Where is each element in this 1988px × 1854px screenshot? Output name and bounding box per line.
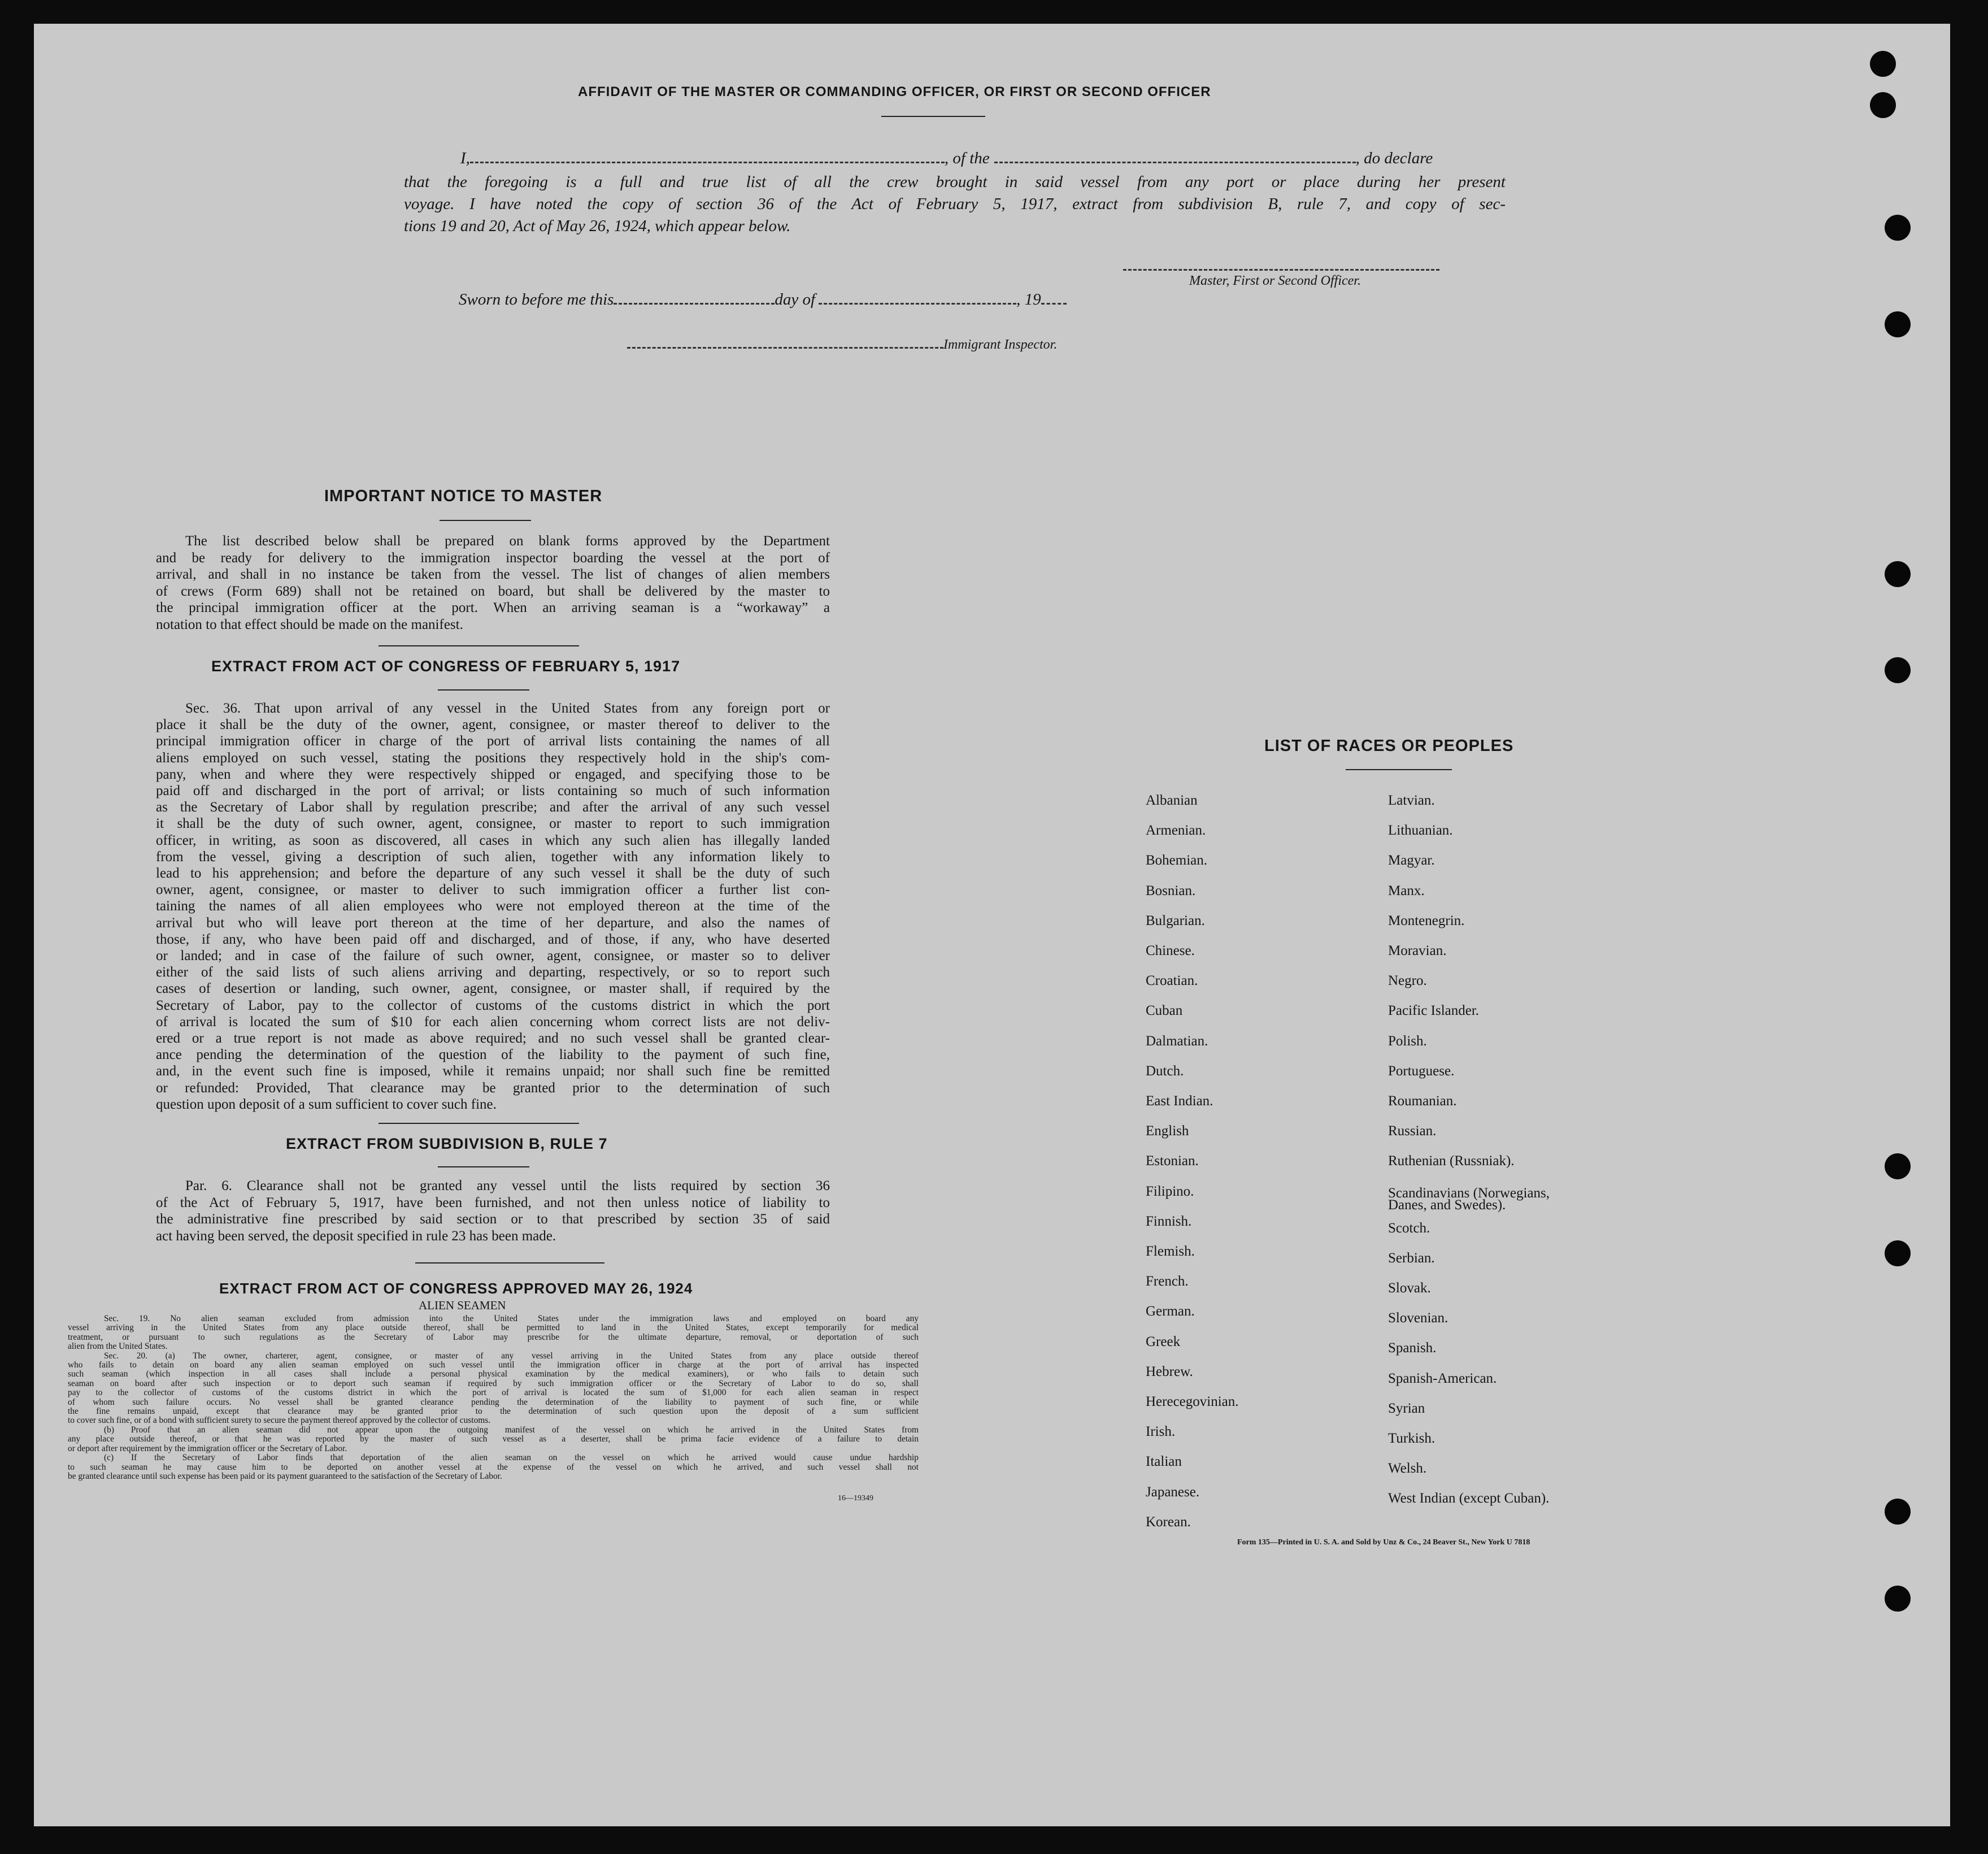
affidavit-line2: that the foregoing is a full and true list of all the crew brought in said vessel from any port or place during her present <box>404 173 1506 191</box>
extract-1917-line: arrival but who will leave port thereon at the time of her departure, and also the names of <box>156 915 830 931</box>
extract-1917-line: Secretary of Labor, pay to the collector of customs of the customs district in which the port <box>156 997 830 1013</box>
extract-1924-line: to cover such fine, or of a bond with sufficient surety to secure the payment thereof approved by the collector of customs. <box>68 1416 491 1426</box>
extract-1917-line: aliens employed on such vessel, stating the positions they respectively hold in the ship's com- <box>156 750 830 766</box>
race-entry: Manx. <box>1388 883 1425 898</box>
race-entry: Magyar. <box>1388 853 1435 869</box>
master-signature-field[interactable] <box>1123 268 1439 271</box>
extract-1924-line: Sec. 20. (a) The owner, charterer, agent, consignee, or master of any vessel arriving in the United States from any place outside thereof <box>104 1351 919 1361</box>
race-entry: Scotch. <box>1388 1220 1430 1236</box>
of-the-label: , of the <box>944 149 990 167</box>
race-entry: Italian <box>1146 1454 1182 1470</box>
race-entry: Polish. <box>1388 1033 1427 1049</box>
race-entry: Flemish. <box>1146 1244 1195 1260</box>
notice-line: of crews (Form 689) shall not be retained on board, but shall be delivered by the master to <box>156 583 830 599</box>
race-entry: Croatian. <box>1146 973 1198 989</box>
extract-1924-line: any place outside thereof, or that he was reported by the master of such vessel as a deserter, shall be prima facie evidence of a failure to detain <box>68 1434 919 1444</box>
binder-hole <box>1885 1240 1911 1266</box>
master-signature-label: Master, First or Second Officer. <box>1189 273 1361 288</box>
do-declare-label: , do declare <box>1355 149 1433 167</box>
rule7-end-rule <box>415 1262 604 1264</box>
extract-1917-line: of arrival is located the sum of $10 for each alien concerning whom correct lists are not deliv- <box>156 1014 830 1030</box>
notice-line: and be ready for delivery to the immigration inspector boarding the vessel at the port of <box>156 550 830 566</box>
sworn-line <box>459 290 1067 309</box>
rule7-line: the administrative fine prescribed by said section or to that prescribed by section 35 of said <box>156 1212 830 1227</box>
races-column-1 <box>1146 785 1239 1537</box>
extract-1924-body <box>68 1314 919 1481</box>
race-entry: Portuguese. <box>1388 1063 1455 1079</box>
races-column-2 <box>1388 785 1550 1514</box>
notice-line: the principal immigration officer at the port. When an arriving seaman is a “workaway” a <box>156 600 830 616</box>
extract-1917-line: and, in the event such fine is imposed, while it remains unpaid; nor shall such fine be remitted <box>156 1063 830 1079</box>
extract-1917-line: lead to his apprehension; and before the departure of any such vessel it shall be the duty of such <box>156 866 830 882</box>
print-footer: Form 135—Printed in U. S. A. and Sold by Unz & Co., 24 Beaver St., New York U 7818 <box>1237 1538 1530 1547</box>
alien-seamen-subtitle: ALIEN SEAMEN <box>419 1299 506 1312</box>
affidavit-i-label: I, <box>460 149 470 167</box>
day-of-label: day of <box>775 290 816 309</box>
race-entry: Pacific Islander. <box>1388 1003 1480 1019</box>
binder-hole <box>1885 215 1911 241</box>
race-entry: Welsh. <box>1388 1461 1427 1477</box>
race-entry: Filipino. <box>1146 1183 1194 1199</box>
races-title: LIST OF RACES OR PEOPLES <box>1264 737 1514 755</box>
affidavit-title: AFFIDAVIT OF THE MASTER OR COMMANDING OFFICER, OR FIRST OR SECOND OFFICER <box>578 84 1211 99</box>
binder-hole <box>1885 1499 1911 1525</box>
rule7-body <box>156 1178 830 1244</box>
race-entry: Montenegrin. <box>1388 913 1465 928</box>
year-label: , 19 <box>1016 290 1041 309</box>
notice-line: notation to that effect should be made on the manifest. <box>156 616 463 632</box>
extract-1924-line: (b) Proof that an alien seaman did not appear upon the outgoing manifest of the vessel on which he arrived in the United States from <box>104 1425 919 1435</box>
extract-1917-line: or landed; and in case of the failure of such owner, agent, consignee, or master so to deliver <box>156 948 830 964</box>
extract-1917-line: place it shall be the duty of the owner, agent, consignee, or master thereof to deliver to the <box>156 717 830 733</box>
race-entry: Dutch. <box>1146 1063 1184 1079</box>
race-entry: Roumanian. <box>1388 1093 1457 1109</box>
race-entry: West Indian (except Cuban). <box>1388 1491 1550 1506</box>
extract-1924-line: pay to the collector of customs of the customs district in which the port of arrival is located the sum of $1,000 for each alien seaman in respect <box>68 1388 919 1398</box>
extract-1917-line: pany, when and where they were respectively shipped or engaged, and specifying those to be <box>156 766 830 782</box>
race-entry: Turkish. <box>1388 1431 1435 1447</box>
race-entry: Bosnian. <box>1146 883 1196 898</box>
race-entry: Hebrew. <box>1146 1364 1193 1379</box>
affidavit-line4: tions 19 and 20, Act of May 26, 1924, which appear below. <box>404 217 791 235</box>
extract-1924-line: the fine remains unpaid, except that clearance may be granted prior to the determination of such question upon the deposit of a sum sufficient <box>68 1406 919 1417</box>
binder-hole <box>1870 92 1896 118</box>
race-entry: Armenian. <box>1146 823 1206 839</box>
notice-line: arrival, and shall in no instance be taken from the vessel. The list of changes of alien members <box>156 567 830 583</box>
race-entry: Spanish. <box>1388 1340 1437 1356</box>
rule7-line: Par. 6. Clearance shall not be granted any vessel until the lists required by section 36 <box>185 1178 830 1193</box>
race-entry: Greek <box>1146 1334 1181 1349</box>
race-entry: Slovak. <box>1388 1280 1431 1296</box>
extract-1917-line: ance pending the determination of the question of the liability to the payment of such fine, <box>156 1047 830 1063</box>
extract-1924-line: (c) If the Secretary of Labor finds that deportation of the alien seaman on the vessel on which he arrived would cause undue hardship <box>104 1453 919 1463</box>
inspector-label: Immigrant Inspector. <box>943 337 1058 352</box>
race-entry: German. <box>1146 1304 1195 1319</box>
sworn-month-field[interactable] <box>819 303 1016 305</box>
race-entry: Irish. <box>1146 1424 1176 1440</box>
rule7-line: act having been served, the deposit specified in rule 23 has been made. <box>156 1228 556 1244</box>
race-entry: Bohemian. <box>1146 853 1208 869</box>
race-entry: Syrian <box>1388 1400 1425 1416</box>
race-entry: Albanian <box>1146 793 1198 808</box>
sworn-year-field[interactable] <box>1041 303 1067 305</box>
inspector-line <box>627 337 1057 353</box>
binder-hole <box>1885 657 1911 683</box>
affidavit-line1 <box>460 149 1433 168</box>
extract-1917-line: taining the names of all alien employees who were not employed thereon at the time of the <box>156 898 830 914</box>
race-entry: Ruthenian (Russniak). <box>1388 1153 1515 1169</box>
race-entry: Herecegovinian. <box>1146 1394 1239 1410</box>
extract-1924-line: treatment, or pursuant to such regulations as the Secretary of Labor may prescribe for the ultimate departure, removal, or deportation of such <box>68 1332 919 1342</box>
extract-1917-line: ered or a true report is not made as above required; and no such vessel shall be granted clear- <box>156 1031 830 1047</box>
race-entry: Korean. <box>1146 1514 1191 1530</box>
notice-body <box>156 533 830 633</box>
race-entry: Serbian. <box>1388 1250 1435 1266</box>
sworn-day-field[interactable] <box>614 303 775 305</box>
extract-1924-line: be granted clearance until such expense has been paid or its payment guaranteed to the satisfaction of the Secretary of Labor. <box>68 1471 502 1481</box>
extract-1924-line: seaman on board after such inspection or to deport such seaman if required by such immigration officer or the Secretary of Labor to do so, shall <box>68 1378 919 1388</box>
extract-1917-line: from the vessel, giving a description of such alien, together with any information likely to <box>156 849 830 865</box>
race-entry: Bulgarian. <box>1146 913 1205 928</box>
race-entry: Dalmatian. <box>1146 1033 1208 1049</box>
extract-1924-line: or deport after requirement by the immigration officer or the Secretary of Labor. <box>68 1443 347 1453</box>
extract-1917-end-rule <box>379 1123 579 1124</box>
race-entry: French. <box>1146 1274 1189 1289</box>
extract-1917-line: or refunded: Provided, That clearance may be granted prior to the determination of such <box>156 1080 830 1096</box>
binder-hole <box>1885 1586 1911 1612</box>
race-entry: Moravian. <box>1388 943 1447 959</box>
extract-1917-body <box>156 700 830 1113</box>
binder-hole <box>1870 51 1896 77</box>
extract-1924-line: alien from the United States. <box>68 1341 168 1352</box>
race-entry: Scandinavians (Norwegians, <box>1388 1185 1550 1201</box>
rule7-line: of the Act of February 5, 1917, have been furnished, and not then unless notice of liability to <box>156 1195 830 1210</box>
races-rule <box>1346 769 1452 770</box>
extract-1917-line: as the Secretary of Labor shall by regulation prescribe; and after the arrival of any such vessel <box>156 800 830 815</box>
rule7-rule <box>438 1166 529 1167</box>
notice-title: IMPORTANT NOTICE TO MASTER <box>324 487 603 505</box>
race-entry: English <box>1146 1123 1189 1139</box>
race-entry: Cuban <box>1146 1003 1183 1019</box>
race-entry: Danes, and Swedes). <box>1388 1197 1506 1213</box>
race-entry: Slovenian. <box>1388 1310 1448 1326</box>
inspector-signature-field[interactable] <box>627 347 943 349</box>
extract-1924-title: EXTRACT FROM ACT OF CONGRESS APPROVED MAY 26, 1924 <box>219 1280 693 1297</box>
extract-1917-line: cases of desertion or landing, such owner, agent, consignee, or master shall, if required by the <box>156 981 830 997</box>
extract-1917-line: paid off and discharged in the port of arrival; or lists containing so much of such information <box>156 783 830 799</box>
extract-1917-line: those, if any, who have been paid off and discharged, and of those, if any, who have deserted <box>156 931 830 947</box>
extract-1917-line: it shall be the duty of such owner, agent, consignee, or master to report to such immigration <box>156 816 830 832</box>
name-blank-field[interactable] <box>470 162 945 163</box>
notice-end-rule <box>379 645 579 646</box>
race-entry: Estonian. <box>1146 1153 1199 1169</box>
binder-hole <box>1885 311 1911 337</box>
extract-1924-line: of whom such failure occurs. No vessel shall be granted clearance pending the determination of the liability to payment of such fine, or while <box>68 1397 919 1407</box>
race-entry: Chinese. <box>1146 943 1195 959</box>
vessel-blank-field[interactable] <box>994 162 1356 163</box>
race-entry: Japanese. <box>1146 1484 1200 1500</box>
extract-1917-line: question upon deposit of a sum sufficient to cover such fine. <box>156 1096 497 1112</box>
binder-hole <box>1885 561 1911 587</box>
binder-hole <box>1885 1153 1911 1179</box>
race-entry: Lithuanian. <box>1388 823 1453 839</box>
form-code: 16—19349 <box>838 1494 873 1503</box>
race-entry: Finnish. <box>1146 1213 1192 1229</box>
title-rule <box>881 116 985 117</box>
race-entry: Russian. <box>1388 1123 1437 1139</box>
sworn-label: Sworn to before me this <box>459 290 614 309</box>
notice-rule <box>440 520 531 521</box>
extract-1917-line: principal immigration officer in charge of the port of arrival lists containing the names of all <box>156 733 830 749</box>
extract-1917-line: officer, in writing, as soon as discovered, all cases in which any such alien has illegally landed <box>156 832 830 848</box>
extract-1917-line: either of the said lists of such aliens arriving and departing, respectively, or so to report such <box>156 965 830 980</box>
rule7-title: EXTRACT FROM SUBDIVISION B, RULE 7 <box>286 1135 608 1152</box>
race-entry: Spanish-American. <box>1388 1370 1497 1386</box>
extract-1924-line: Sec. 19. No alien seaman excluded from admission into the United States under the immigration laws and employed on board any <box>104 1314 919 1323</box>
race-entry: East Indian. <box>1146 1093 1213 1109</box>
extract-1924-line: vessel arriving in the United States from any place outside thereof, shall be permitted to land in the United States, except temporarily for medical <box>68 1323 919 1333</box>
race-entry: Negro. <box>1388 973 1427 989</box>
extract-1917-line: Sec. 36. That upon arrival of any vessel in the United States from any foreign port or <box>185 701 830 716</box>
extract-1917-line: owner, agent, consignee, or master to deliver to such immigration officer a further list con- <box>156 882 830 898</box>
extract-1917-rule <box>438 689 529 691</box>
extract-1924-line: to such seaman he may cause him to be deported on another vessel at the expense of the vessel on which he arrived, and such vessel shall not <box>68 1462 919 1472</box>
race-entry: Latvian. <box>1388 793 1435 808</box>
affidavit-line3: voyage. I have noted the copy of section 36 of the Act of February 5, 1917, extract from subdivision B, rule 7, and copy of sec- <box>404 195 1506 213</box>
notice-line: The list described below shall be prepared on blank forms approved by the Department <box>185 533 830 549</box>
extract-1924-line: who fails to detain on board any alien seaman employed on such vessel until the immigration officer in charge at the port of arrival has inspected <box>68 1360 919 1370</box>
extract-1924-line: such seaman (which inspection in all cases shall include a personal physical examination by the medical examiners), or who fails to detain such <box>68 1369 919 1379</box>
document-sheet <box>34 24 1950 1826</box>
extract-1917-title: EXTRACT FROM ACT OF CONGRESS OF FEBRUARY 5, 1917 <box>211 658 681 675</box>
